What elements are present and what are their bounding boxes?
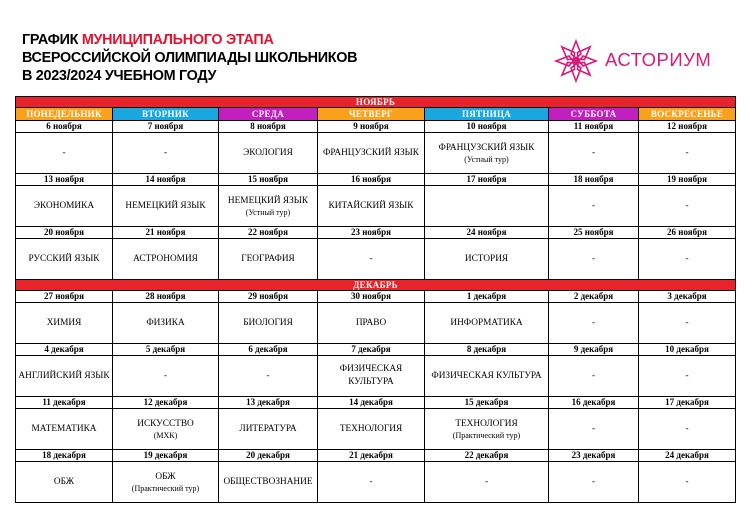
subject-row bbox=[16, 186, 736, 227]
subject-row bbox=[16, 133, 736, 174]
date-cell: 27 ноября bbox=[16, 291, 113, 303]
subject-cell bbox=[318, 133, 425, 174]
date-row bbox=[16, 450, 736, 462]
subject-name: ИНФОРМАТИКА bbox=[450, 317, 523, 328]
subject-cell bbox=[113, 303, 219, 344]
subject-cell bbox=[318, 409, 425, 450]
subject-name: - bbox=[591, 317, 596, 328]
subject-cell bbox=[549, 186, 639, 227]
subject-cell bbox=[549, 303, 639, 344]
subject-name: - bbox=[369, 476, 373, 487]
subject-name: - bbox=[484, 476, 489, 487]
title-line-3: В 2023/2024 УЧЕБНОМ ГОДУ bbox=[22, 68, 217, 84]
date-cell: 21 декабря bbox=[318, 450, 425, 462]
date-cell: 10 декабря bbox=[639, 344, 736, 356]
subject-name: ФИЗИКА bbox=[146, 317, 185, 328]
subject-cell bbox=[318, 356, 425, 397]
date-cell: 1 декабря bbox=[425, 291, 549, 303]
subject-cell bbox=[113, 186, 219, 227]
date-cell: 19 ноября bbox=[639, 174, 736, 186]
subject-name: ФИЗИЧЕСКАЯ КУЛЬТУРА bbox=[339, 364, 403, 387]
date-cell: 29 ноября bbox=[219, 291, 318, 303]
date-cell: 17 ноября bbox=[425, 174, 549, 186]
subject-cell bbox=[318, 462, 425, 503]
subject-cell bbox=[113, 409, 219, 450]
month-row bbox=[16, 97, 736, 108]
subject-name: - bbox=[591, 476, 596, 487]
weekday-header: ПОНЕДЕЛЬНИК bbox=[16, 108, 113, 121]
subject-name: ПРАВО bbox=[355, 317, 387, 328]
subject-name: АНГЛИЙСКИЙ ЯЗЫК bbox=[18, 370, 110, 381]
subject-cell bbox=[113, 133, 219, 174]
subject-cell bbox=[639, 356, 736, 397]
date-cell: 19 декабря bbox=[113, 450, 219, 462]
subject-name: НЕМЕЦКИЙ ЯЗЫК bbox=[227, 195, 309, 206]
subject-name: КИТАЙСКИЙ ЯЗЫК bbox=[328, 200, 414, 211]
subject-name: - bbox=[591, 253, 596, 264]
subject-note: (МХК) bbox=[153, 430, 178, 440]
subject-cell bbox=[219, 462, 318, 503]
subject-name: - bbox=[591, 370, 596, 381]
subject-name: РУССКИЙ ЯЗЫК bbox=[28, 253, 100, 264]
month-name: ДЕКАБРЬ bbox=[16, 280, 736, 291]
subject-name: - bbox=[685, 476, 689, 487]
subject-cell bbox=[639, 186, 736, 227]
title-prefix: ГРАФИК bbox=[22, 32, 82, 48]
date-cell: 21 ноября bbox=[113, 227, 219, 239]
date-cell: 15 декабря bbox=[425, 397, 549, 409]
subject-name: - bbox=[266, 370, 270, 381]
subject-cell bbox=[549, 239, 639, 280]
subject-name: - bbox=[369, 253, 373, 264]
subject-cell bbox=[639, 462, 736, 503]
subject-name: - bbox=[685, 423, 689, 434]
date-cell: 30 ноября bbox=[318, 291, 425, 303]
subject-note: (Практический тур) bbox=[452, 430, 521, 440]
subject-cell bbox=[219, 133, 318, 174]
date-cell: 10 ноября bbox=[425, 121, 549, 133]
subject-name: ИСКУССТВО bbox=[137, 418, 194, 429]
date-cell: 28 ноября bbox=[113, 291, 219, 303]
subject-name: ХИМИЯ bbox=[46, 317, 82, 328]
title-highlight: МУНИЦИПАЛЬНОГО ЭТАПА bbox=[81, 32, 274, 48]
page-title bbox=[22, 31, 442, 85]
astorium-flower-icon bbox=[553, 38, 599, 84]
subject-name: ОБЖ bbox=[53, 476, 75, 487]
subject-cell bbox=[639, 303, 736, 344]
schedule-table bbox=[15, 96, 736, 503]
title-line-1 bbox=[22, 31, 442, 49]
subject-cell bbox=[639, 239, 736, 280]
subject-cell bbox=[639, 409, 736, 450]
astorium-logo bbox=[553, 38, 728, 84]
subject-name: - bbox=[685, 147, 689, 158]
subject-cell bbox=[16, 462, 113, 503]
date-cell: 18 ноября bbox=[549, 174, 639, 186]
date-cell: 23 ноября bbox=[318, 227, 425, 239]
subject-name: НЕМЕЦКИЙ ЯЗЫК bbox=[125, 200, 206, 211]
date-cell: 5 декабря bbox=[113, 344, 219, 356]
subject-cell bbox=[425, 303, 549, 344]
subject-cell bbox=[549, 462, 639, 503]
date-cell: 23 декабря bbox=[549, 450, 639, 462]
weekday-header-row bbox=[16, 108, 736, 121]
weekday-header: ВОСКРЕСЕНЬЕ bbox=[639, 108, 736, 121]
date-row bbox=[16, 344, 736, 356]
date-cell: 13 декабря bbox=[219, 397, 318, 409]
date-cell: 9 декабря bbox=[549, 344, 639, 356]
subject-cell bbox=[219, 356, 318, 397]
date-cell: 22 ноября bbox=[219, 227, 318, 239]
date-cell: 4 декабря bbox=[16, 344, 113, 356]
subject-name: ТЕХНОЛОГИЯ bbox=[455, 418, 518, 429]
date-cell: 6 ноября bbox=[16, 121, 113, 133]
subject-name: МАТЕМАТИКА bbox=[31, 423, 97, 434]
subject-name: БИОЛОГИЯ bbox=[243, 317, 293, 328]
subject-cell bbox=[16, 133, 113, 174]
subject-row bbox=[16, 239, 736, 280]
subject-cell bbox=[318, 303, 425, 344]
date-cell: 22 декабря bbox=[425, 450, 549, 462]
subject-cell bbox=[549, 409, 639, 450]
subject-cell bbox=[16, 356, 113, 397]
subject-note: (Устный тур) bbox=[464, 154, 509, 164]
subject-name: - bbox=[685, 200, 689, 211]
date-cell: 8 декабря bbox=[425, 344, 549, 356]
subject-cell bbox=[219, 186, 318, 227]
subject-cell bbox=[318, 239, 425, 280]
subject-name: - bbox=[62, 147, 66, 158]
subject-name: ЭКОНОМИКА bbox=[33, 200, 95, 211]
subject-cell bbox=[113, 462, 219, 503]
date-cell: 24 ноября bbox=[425, 227, 549, 239]
subject-name: ГЕОГРАФИЯ bbox=[241, 253, 295, 264]
date-cell: 6 декабря bbox=[219, 344, 318, 356]
subject-name: ФРАНЦУЗСКИЙ ЯЗЫК bbox=[438, 142, 535, 153]
subject-name: ФРАНЦУЗСКИЙ ЯЗЫК bbox=[323, 147, 419, 158]
subject-name: - bbox=[685, 317, 689, 328]
subject-name: ОБЖ bbox=[155, 471, 176, 482]
subject-cell bbox=[425, 356, 549, 397]
date-cell: 20 ноября bbox=[16, 227, 113, 239]
date-row bbox=[16, 291, 736, 303]
weekday-header: ПЯТНИЦА bbox=[425, 108, 549, 121]
date-cell: 26 ноября bbox=[639, 227, 736, 239]
date-cell: 18 декабря bbox=[16, 450, 113, 462]
date-cell: 3 декабря bbox=[639, 291, 736, 303]
subject-name: - bbox=[591, 423, 596, 434]
date-cell: 16 ноября bbox=[318, 174, 425, 186]
date-cell: 14 декабря bbox=[318, 397, 425, 409]
subject-cell bbox=[16, 409, 113, 450]
subject-name: АСТРОНОМИЯ bbox=[133, 253, 198, 264]
subject-note: (Практический тур) bbox=[131, 483, 200, 493]
weekday-header: СУББОТА bbox=[549, 108, 639, 121]
subject-cell bbox=[549, 133, 639, 174]
date-cell: 9 ноября bbox=[318, 121, 425, 133]
date-cell: 11 декабря bbox=[16, 397, 113, 409]
date-cell: 13 ноября bbox=[16, 174, 113, 186]
date-cell: 15 ноября bbox=[219, 174, 318, 186]
subject-row bbox=[16, 462, 736, 503]
subject-note: (Устный тур) bbox=[245, 207, 291, 217]
date-cell: 2 декабря bbox=[549, 291, 639, 303]
subject-cell bbox=[425, 462, 549, 503]
subject-name: - bbox=[591, 147, 596, 158]
title-line-2: ВСЕРОССИЙСКОЙ ОЛИМПИАДЫ ШКОЛЬНИКОВ bbox=[22, 50, 358, 66]
weekday-header: ВТОРНИК bbox=[113, 108, 219, 121]
subject-name: - bbox=[591, 200, 596, 211]
date-cell: 8 ноября bbox=[219, 121, 318, 133]
schedule-body bbox=[16, 97, 736, 503]
subject-cell bbox=[16, 186, 113, 227]
date-cell: 20 декабря bbox=[219, 450, 318, 462]
month-name: НОЯБРЬ bbox=[16, 97, 736, 108]
date-row bbox=[16, 121, 736, 133]
date-cell: 25 ноября bbox=[549, 227, 639, 239]
weekday-header: СРЕДА bbox=[219, 108, 318, 121]
weekday-header: ЧЕТВЕРГ bbox=[318, 108, 425, 121]
subject-cell bbox=[425, 186, 549, 227]
month-row bbox=[16, 280, 736, 291]
subject-name: - bbox=[163, 370, 168, 381]
subject-name: ТЕХНОЛОГИЯ bbox=[339, 423, 403, 434]
date-cell: 17 декабря bbox=[639, 397, 736, 409]
subject-cell bbox=[219, 239, 318, 280]
date-row bbox=[16, 227, 736, 239]
date-row bbox=[16, 397, 736, 409]
subject-name: ОБЩЕСТВОЗНАНИЕ bbox=[223, 476, 313, 487]
subject-cell bbox=[425, 239, 549, 280]
subject-cell bbox=[219, 303, 318, 344]
date-cell: 12 декабря bbox=[113, 397, 219, 409]
subject-cell bbox=[639, 133, 736, 174]
date-cell: 7 декабря bbox=[318, 344, 425, 356]
subject-name: - bbox=[685, 370, 689, 381]
subject-name: - bbox=[163, 147, 168, 158]
subject-cell bbox=[113, 239, 219, 280]
date-cell: 7 ноября bbox=[113, 121, 219, 133]
date-row bbox=[16, 174, 736, 186]
subject-cell bbox=[16, 239, 113, 280]
subject-cell bbox=[549, 356, 639, 397]
subject-row bbox=[16, 356, 736, 397]
subject-row bbox=[16, 409, 736, 450]
subject-name: ЭКОЛОГИЯ bbox=[243, 147, 293, 158]
date-cell: 11 ноября bbox=[549, 121, 639, 133]
subject-cell bbox=[425, 133, 549, 174]
subject-row bbox=[16, 303, 736, 344]
subject-cell bbox=[219, 409, 318, 450]
logo-text: АСТОРИУМ bbox=[605, 49, 712, 70]
subject-cell bbox=[425, 409, 549, 450]
subject-name: ИСТОРИЯ bbox=[464, 253, 509, 264]
subject-name: ФИЗИЧЕСКАЯ КУЛЬТУРА bbox=[431, 370, 542, 381]
subject-cell bbox=[113, 356, 219, 397]
subject-cell bbox=[318, 186, 425, 227]
subject-name: - bbox=[685, 253, 689, 264]
date-cell: 12 ноября bbox=[639, 121, 736, 133]
date-cell: 16 декабря bbox=[549, 397, 639, 409]
subject-cell bbox=[16, 303, 113, 344]
date-cell: 24 декабря bbox=[639, 450, 736, 462]
date-cell: 14 ноября bbox=[113, 174, 219, 186]
subject-name: ЛИТЕРАТУРА bbox=[239, 423, 297, 434]
